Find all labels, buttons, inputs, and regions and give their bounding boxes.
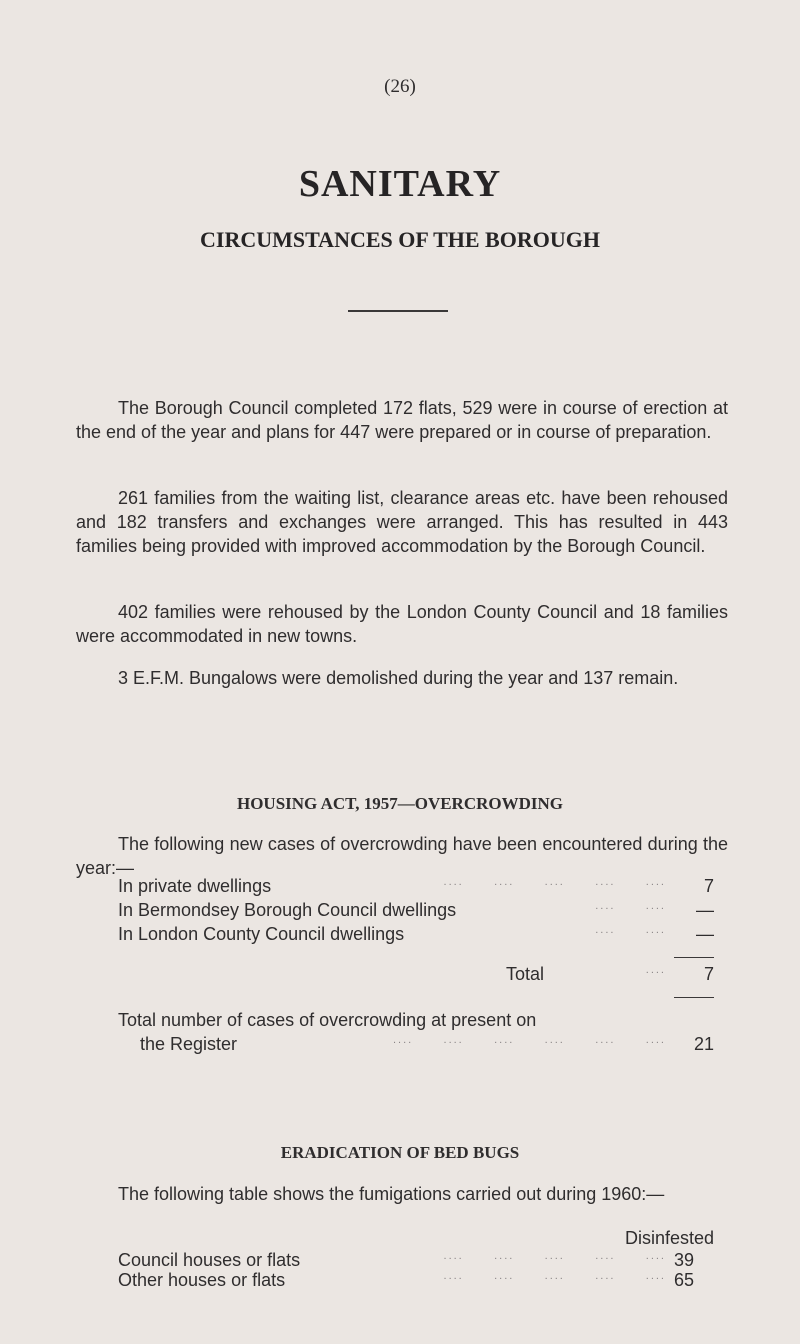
housing-intro-text: The following new cases of overcrowding have been encountered during the year:— <box>76 834 728 878</box>
leader-dots: .... .... .... .... .... <box>443 1270 666 1282</box>
bedbugs-row-other <box>118 1270 714 1294</box>
housing-intro <box>76 832 728 880</box>
page-number: (26) <box>384 76 416 97</box>
leader-dots: .... .... .... .... .... .... <box>392 1034 666 1046</box>
row-label: In London County Council dwellings <box>118 924 405 944</box>
row-value: — <box>696 924 714 944</box>
row-value: 39 <box>673 1250 694 1270</box>
row-label: In Bermondsey Borough Council dwellings <box>118 900 457 920</box>
overcrowding-total-row <box>118 964 714 988</box>
row-value: — <box>696 900 714 920</box>
paragraph-bungalows <box>76 666 728 690</box>
page-title: SANITARY <box>298 163 502 205</box>
total-label: Total <box>506 964 545 984</box>
title-divider <box>348 310 448 312</box>
paragraph-text: 261 families from the waiting list, clearance areas etc. have been rehoused and 182 transfers and exchanges were arranged. This has resulted in 443 families being provided with improved accommodation by the Borough Council. <box>76 488 728 556</box>
leader-dots: .... .... <box>595 900 666 912</box>
overcrowding-row-private <box>118 876 714 900</box>
row-value: 65 <box>673 1270 694 1290</box>
paragraph-flats <box>76 396 728 444</box>
register-label-cont: the Register <box>140 1034 238 1054</box>
leader-dots: .... .... .... .... .... <box>443 1250 666 1262</box>
overcrowding-row-bermondsey <box>118 900 714 924</box>
leader-dots: .... <box>645 964 666 976</box>
page-subtitle: CIRCUMSTANCES OF THE BOROUGH <box>200 227 600 252</box>
bedbugs-intro <box>76 1182 728 1206</box>
row-value: 7 <box>703 876 714 896</box>
paragraph-text: 402 families were rehoused by the London County Council and 18 families were accommodated in new towns. <box>76 602 728 646</box>
row-label: In private dwellings <box>118 876 272 896</box>
register-row <box>118 1034 714 1058</box>
total-value: 7 <box>703 964 714 984</box>
leader-dots: .... .... .... .... .... <box>443 876 666 888</box>
register-row-line1 <box>118 1010 714 1034</box>
bedbugs-intro-text: The following table shows the fumigations carried out during 1960:— <box>118 1184 665 1204</box>
bedbugs-column-header-row <box>118 1228 714 1252</box>
total-rule-top <box>674 957 714 958</box>
housing-heading: HOUSING ACT, 1957—OVERCROWDING <box>236 794 564 813</box>
row-label: Council houses or flats <box>118 1250 301 1270</box>
paragraph-text: 3 E.F.M. Bungalows were demolished during the year and 137 remain. <box>118 668 679 688</box>
paragraph-lcc <box>76 600 728 648</box>
register-value: 21 <box>693 1034 714 1054</box>
paragraph-text: The Borough Council completed 172 flats, 529 were in course of erection at the end of the year and plans for 447 were prepared or in course of preparation. <box>76 398 728 442</box>
register-label: Total number of cases of overcrowding at present on <box>118 1010 537 1030</box>
total-rule-bottom <box>674 997 714 998</box>
row-label: Other houses or flats <box>118 1270 286 1290</box>
column-header-disinfested: Disinfested <box>624 1228 714 1248</box>
leader-dots: .... .... <box>595 924 666 936</box>
bedbugs-heading: ERADICATION OF BED BUGS <box>280 1143 520 1162</box>
overcrowding-row-lcc <box>118 924 714 948</box>
paragraph-rehoused <box>76 486 728 558</box>
